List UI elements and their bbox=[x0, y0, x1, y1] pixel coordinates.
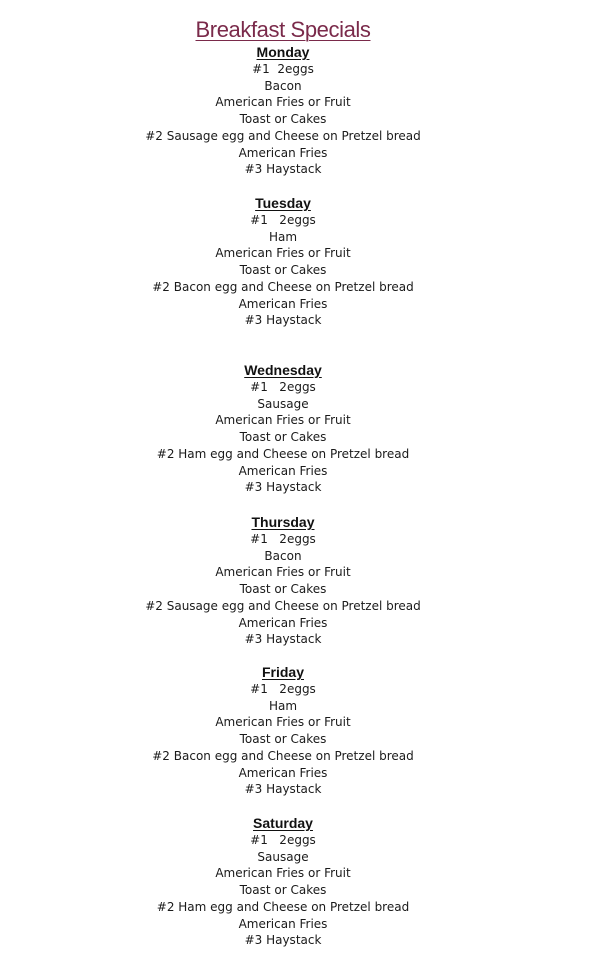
menu-line: #3 Haystack bbox=[244, 933, 322, 948]
day-heading: Monday bbox=[256, 44, 310, 60]
menu-line: #1 2eggs bbox=[250, 380, 316, 394]
menu-line: Toast or Cakes bbox=[239, 430, 327, 445]
menu-line: American Fries or Fruit bbox=[215, 246, 351, 261]
menu-line: American Fries or Fruit bbox=[215, 715, 351, 730]
menu-line: American Fries or Fruit bbox=[215, 565, 351, 580]
day-section-wednesday bbox=[0, 362, 566, 496]
menu-line: Sausage bbox=[257, 396, 309, 411]
menu-line: #3 Haystack bbox=[244, 782, 322, 797]
menu-title: Breakfast Specials bbox=[195, 17, 371, 42]
day-section-thursday bbox=[0, 514, 566, 648]
day-heading: Tuesday bbox=[255, 195, 311, 211]
day-heading: Saturday bbox=[253, 815, 313, 831]
menu-line: Toast or Cakes bbox=[239, 883, 327, 898]
menu-line: #1 2eggs bbox=[250, 532, 316, 546]
menu-line: #2 Ham egg and Cheese on Pretzel bread bbox=[156, 899, 410, 914]
menu-line: American Fries bbox=[238, 296, 328, 311]
menu-line: #1 2eggs bbox=[250, 213, 316, 227]
day-heading: Thursday bbox=[251, 514, 315, 530]
menu-line: #2 Bacon egg and Cheese on Pretzel bread bbox=[152, 748, 414, 763]
menu-line: Toast or Cakes bbox=[239, 732, 327, 747]
menu-line: #1 2eggs bbox=[250, 682, 316, 696]
menu-line: Sausage bbox=[257, 849, 309, 864]
menu-line: American Fries bbox=[238, 145, 328, 160]
menu-line: Ham bbox=[268, 698, 298, 713]
menu-line: #1 2eggs bbox=[252, 62, 314, 76]
day-section-saturday bbox=[0, 815, 566, 949]
menu-line: #2 Ham egg and Cheese on Pretzel bread bbox=[156, 446, 410, 461]
menu-line: #2 Sausage egg and Cheese on Pretzel bread bbox=[145, 598, 421, 613]
menu-line: #2 Bacon egg and Cheese on Pretzel bread bbox=[152, 279, 414, 294]
day-section-monday bbox=[0, 44, 566, 178]
day-section-tuesday bbox=[0, 195, 566, 329]
menu-line: American Fries bbox=[238, 615, 328, 630]
day-heading: Friday bbox=[261, 664, 304, 680]
menu-line: American Fries bbox=[238, 463, 328, 478]
menu-line: American Fries or Fruit bbox=[215, 866, 351, 881]
menu-line: American Fries or Fruit bbox=[215, 95, 351, 110]
menu-line: Toast or Cakes bbox=[239, 112, 327, 127]
menu-line: American Fries or Fruit bbox=[215, 413, 351, 428]
menu-line: American Fries bbox=[238, 765, 328, 780]
menu-line: Toast or Cakes bbox=[239, 582, 327, 597]
menu-line: #3 Haystack bbox=[244, 162, 322, 177]
menu-line: Toast or Cakes bbox=[239, 263, 327, 278]
menu-line: #3 Haystack bbox=[244, 480, 322, 495]
day-section-friday bbox=[0, 664, 566, 798]
day-heading: Wednesday bbox=[244, 362, 322, 378]
menu-line: #2 Sausage egg and Cheese on Pretzel bread bbox=[145, 128, 421, 143]
menu-line: Bacon bbox=[264, 548, 302, 563]
menu-line: #3 Haystack bbox=[244, 632, 322, 647]
menu-line: #1 2eggs bbox=[250, 833, 316, 847]
menu-line: American Fries bbox=[238, 916, 328, 931]
menu-line: #3 Haystack bbox=[244, 313, 322, 328]
menu-line: Ham bbox=[268, 229, 298, 244]
menu-line: Bacon bbox=[264, 78, 302, 93]
